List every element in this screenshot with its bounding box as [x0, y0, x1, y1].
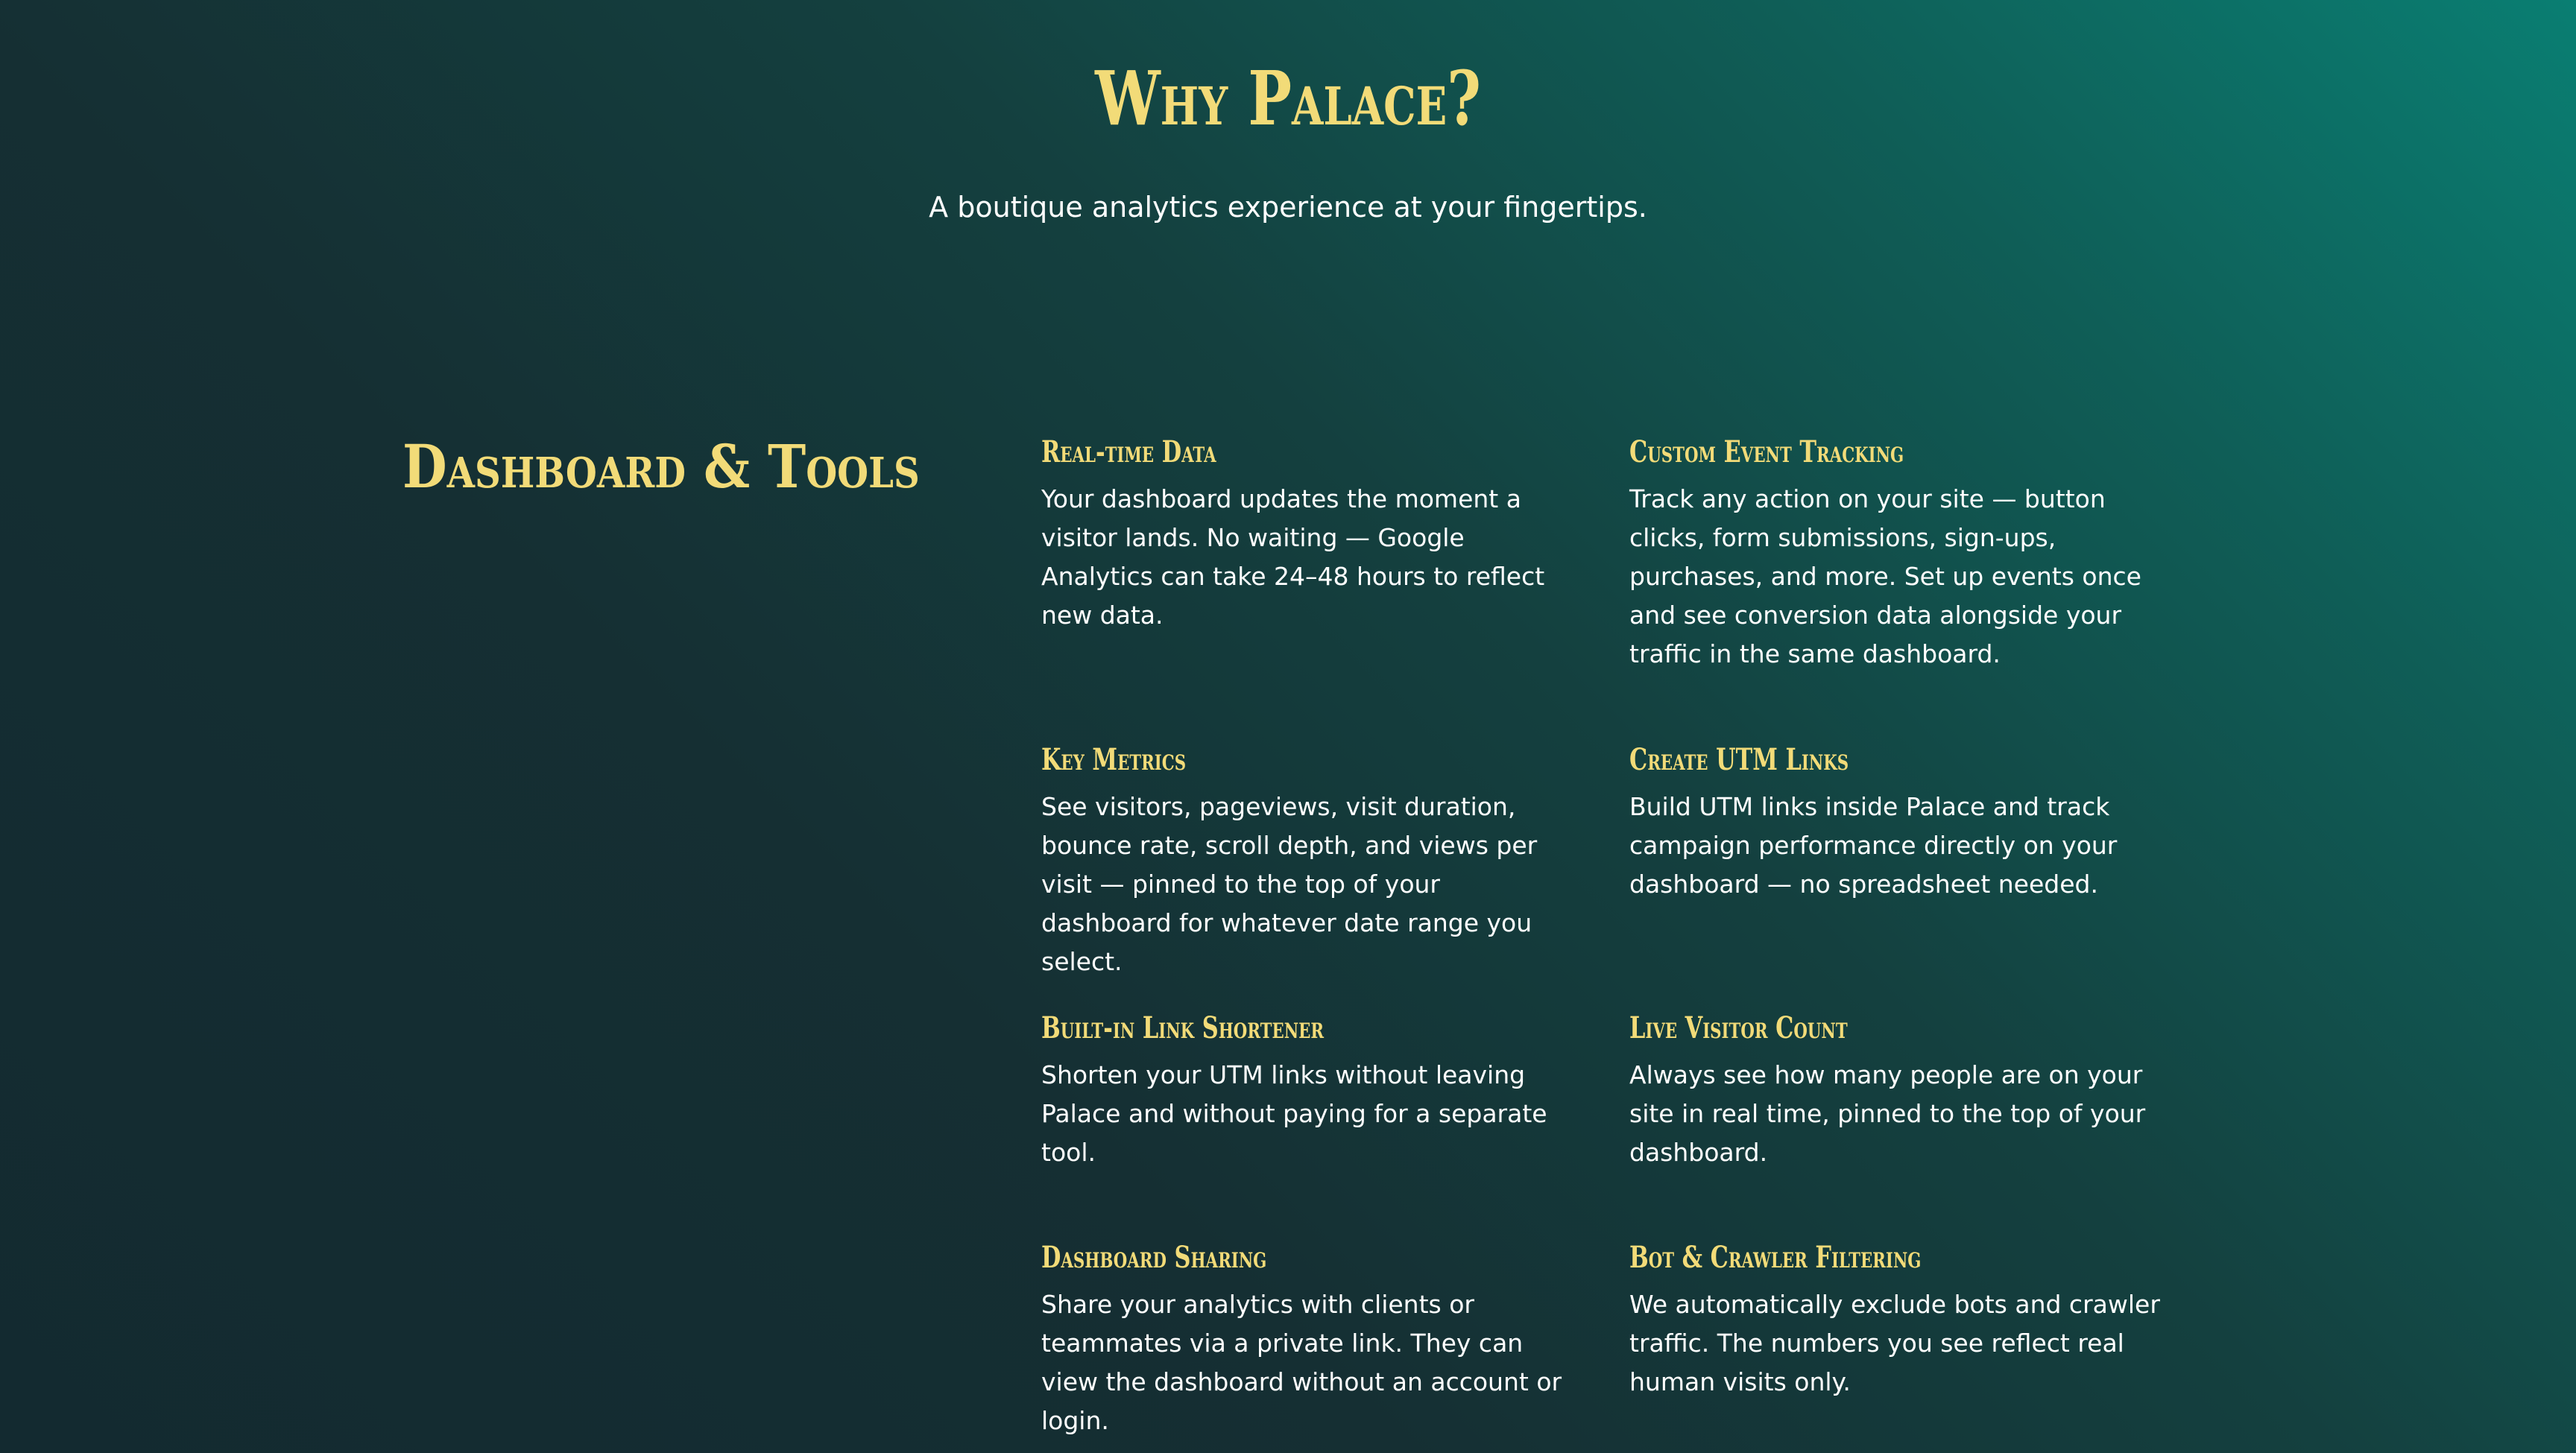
feature-title: Live Visitor Count	[1629, 1010, 1848, 1045]
feature-title: Bot & Crawler Filtering	[1629, 1240, 1922, 1275]
feature-key-metrics	[1041, 740, 1593, 981]
feature-live-visitor-count	[1629, 1008, 2181, 1172]
feature-description: We automatically exclude bots and crawler traffic. The numbers you see reflect real human visits only.	[1629, 1290, 2160, 1396]
feature-description: See visitors, pageviews, visit duration, bounce rate, scroll depth, and views per visit — pinned to the top of your dashboard for whatever date range you select.	[1041, 792, 1538, 976]
feature-description: Share your analytics with clients or teammates via a private link. They can view the dashboard without an account or login.	[1041, 1290, 1562, 1435]
feature-real-time-data	[1041, 432, 1593, 635]
hero-subtitle: A boutique analytics experience at your fingertips.	[929, 191, 1647, 224]
section-title: Dashboard & Tools	[402, 431, 920, 501]
feature-description: Your dashboard updates the moment a visitor lands. No waiting — Google Analytics can take 24–48 hours to reflect new data.	[1041, 484, 1545, 630]
feature-description: Track any action on your site — button clicks, form submissions, sign-ups, purchases, and more. Set up events once and see conversion data alongside your traffic in the same dashboard.	[1629, 484, 2141, 668]
feature-description: Build UTM links inside Palace and track campaign performance directly on your dashboard — no spreadsheet needed.	[1629, 792, 2118, 899]
feature-description: Shorten your UTM links without leaving Palace and without paying for a separate tool.	[1041, 1060, 1547, 1167]
feature-dashboard-sharing	[1041, 1238, 1593, 1440]
feature-title: Real-time Data	[1041, 434, 1216, 469]
feature-title: Custom Event Tracking	[1629, 434, 1904, 469]
feature-create-utm-links	[1629, 740, 2181, 904]
hero-title: Why Palace?	[1095, 54, 1481, 142]
feature-title: Dashboard Sharing	[1041, 1240, 1267, 1275]
feature-title: Built-in Link Shortener	[1041, 1010, 1325, 1045]
feature-custom-event-tracking	[1629, 432, 2181, 674]
feature-title: Key Metrics	[1041, 742, 1187, 777]
feature-bot-crawler-filtering	[1629, 1238, 2181, 1402]
feature-title: Create UTM Links	[1629, 742, 1849, 777]
feature-built-in-link-shortener	[1041, 1008, 1593, 1172]
feature-description: Always see how many people are on your site in real time, pinned to the top of your dashboard.	[1629, 1060, 2146, 1167]
